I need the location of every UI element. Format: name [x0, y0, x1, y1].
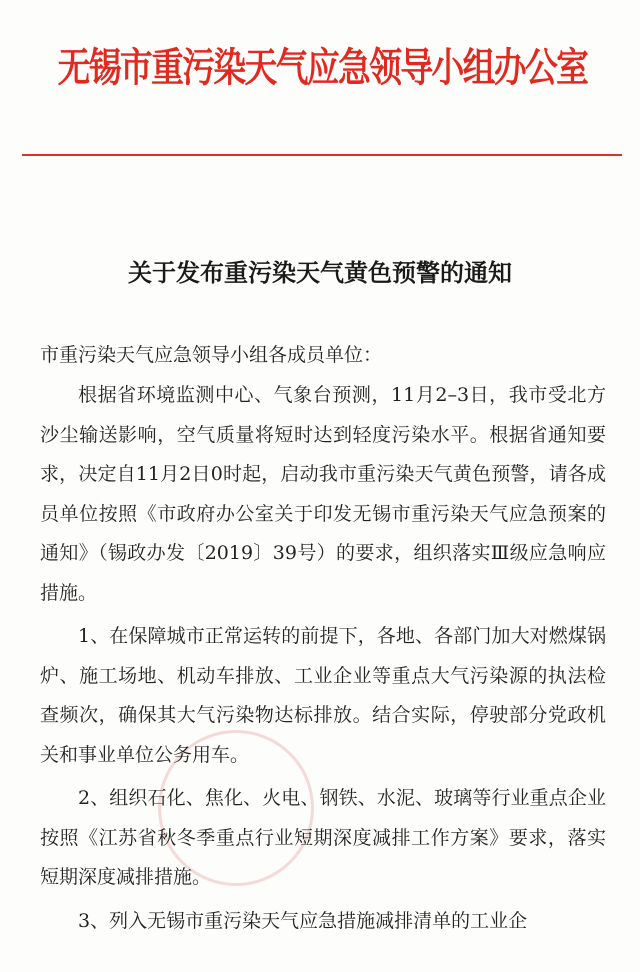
issuing-office-header: 无锡市重污染天气应急领导小组办公室: [57, 45, 588, 91]
salutation: 市重污染天气应急领导小组各成员单位：: [40, 344, 383, 366]
paragraph: 3、列入无锡市重污染天气应急措施减排清单的工业企: [78, 909, 528, 932]
paragraph: 1、在保障城市正常运转的前提下，各地、各部门加大对燃煤锅炉、施工场地、机动车排放、工业企业等重点大气污染源的执法检查频次，确保其大气污染物达标排放。结合实际，停驶部分党政机关和事业单位公务用车。: [40, 625, 606, 766]
document-title: 关于发布重污染天气黄色预警的通知: [128, 259, 512, 287]
red-header-rule: [22, 154, 622, 156]
paragraph: 根据省环境监测中心、气象台预测，11月2–3日，我市受北方沙尘输送影响，空气质量将短时达到轻度污染水平。根据省通知要求，决定自11月2日0时起，启动我市重污染天气黄色预警，请各成员单位按照《市政府办公室关于印发无锡市重污染天气应急预案的通知》（锡政办发〔2019〕39号）的要求，组织落实Ⅲ级应急响应措施。: [40, 384, 606, 604]
document-body: [40, 334, 606, 941]
paragraph: 2、组织石化、焦化、火电、钢铁、水泥、玻璃等行业重点企业按照《江苏省秋冬季重点行业短期深度减排工作方案》要求，落实短期深度减排措施。: [40, 787, 606, 888]
